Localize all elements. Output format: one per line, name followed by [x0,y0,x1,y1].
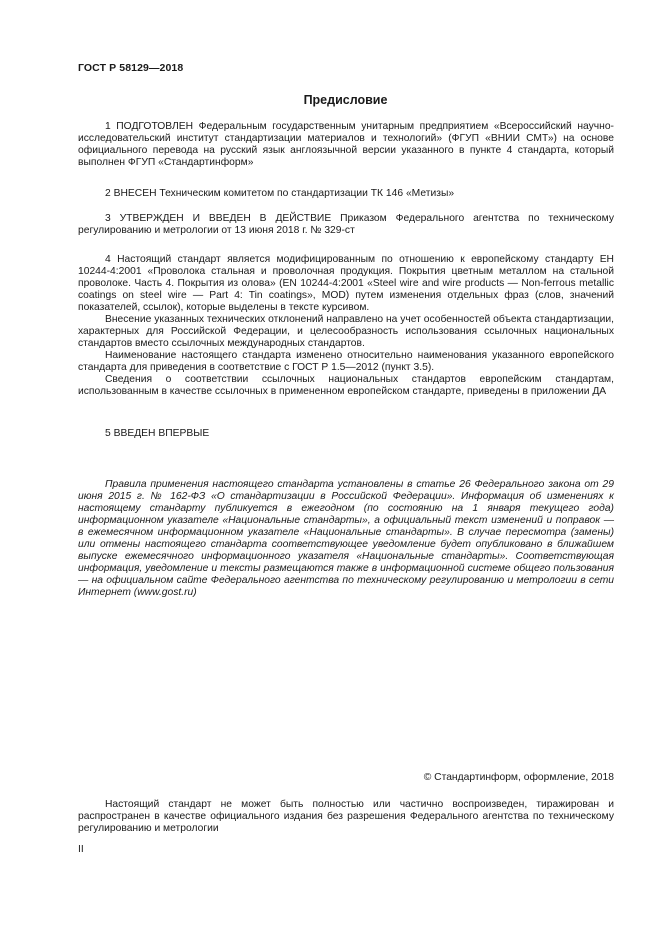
foreword-item-4-para-4: Сведения о соответствии ссылочных национальных стандартов европейским стандартам, использованным в качестве ссылочных в примененном европейском стандарте, приведены в приложении ДА [78,374,614,397]
page-number: II [78,844,84,855]
foreword-item-3 [78,213,614,237]
foreword-item-4-para-1: 4 Настоящий стандарт является модифицированным по отношению к европейскому стандарту ЕН 10244-4:2001 «Проволока стальная и проволочная продукция. Покрытия цветным металлом на стальной проволоке. Часть 4. Покрытия из олова» (EN 10244-4:2001 «Steel wire and wire products — Non-ferrous metallic coatings on steel wire — Part 4: Tin coatings», MOD) путем изменения отдельных фраз (слов, значений показателей, ссылок), которые выделены в тексте курсивом. [78,254,614,313]
foreword-item-5-text: 5 ВВЕДЕН ВПЕРВЫЕ [105,428,210,439]
foreword-item-1 [78,121,614,169]
foreword-item-5 [78,428,614,440]
foreword-item-1-text: 1 ПОДГОТОВЛЕН Федеральным государственным унитарным предприятием «Всероссийский научно-исследовательский институт стандартизации материалов и технологий» (ФГУП «ВНИИ СМТ») на основе официального перевода на русский язык англоязычной версии указанного в пункте 4 стандарта, который выполнен ФГУП «Стандартинформ» [78,121,614,168]
reproduction-notice: Настоящий стандарт не может быть полностью или частично воспроизведен, тиражирован и распространен в качестве официального издания без разрешения Федерального агентства по техническому регулированию и метрологии [78,799,614,834]
foreword-item-2-text: 2 ВНЕСЕН Техническим комитетом по стандартизации ТК 146 «Метизы» [105,188,455,199]
standard-code-header: ГОСТ Р 58129—2018 [78,62,184,74]
rules-notice: Правила применения настоящего стандарта установлены в статье 26 Федерального закона от 29 июня 2015 г. № 162-ФЗ «О стандартизации в Российской Федерации». Информация об изменениях к настоящему стандарту публикуется в ежегодном (по состоянию на 1 января текущего года) информационном указателе «Национальные стандарты», а официальный текст изменений и поправок — в ежемесячном информационном указателе «Национальные стандарты». В случае пересмотра (замены) или отмены настоящего стандарта соответствующее уведомление будет опубликовано в ближайшем выпуске ежемесячного информационного указателя «Национальные стандарты». Соответствующая информация, уведомление и тексты размещаются также в информационной системе общего пользования — на официальном сайте Федерального агентства по техническому регулированию и метрологии в сети Интернет (www.gost.ru) [78,479,614,598]
foreword-item-4 [78,254,614,398]
foreword-item-2 [78,188,614,200]
foreword-item-4-para-3: Наименование настоящего стандарта изменено относительно наименования указанного европейского стандарта для приведения в соответствие с ГОСТ Р 1.5—2012 (пункт 3.5). [78,350,614,373]
copyright-line: © Стандартинформ, оформление, 2018 [423,772,614,783]
foreword-item-4-para-2: Внесение указанных технических отклонений направлено на учет особенностей объекта стандартизации, характерных для Российской Федерации, и целесообразность использования ссылочных национальных стандартов вместо ссылочных международных стандартов. [78,314,614,349]
page-title: Предисловие [303,93,388,107]
foreword-item-3-text: 3 УТВЕРЖДЕН И ВВЕДЕН В ДЕЙСТВИЕ Приказом Федерального агентства по техническому регулированию и метрологии от 13 июня 2018 г. № 329-ст [78,213,614,236]
